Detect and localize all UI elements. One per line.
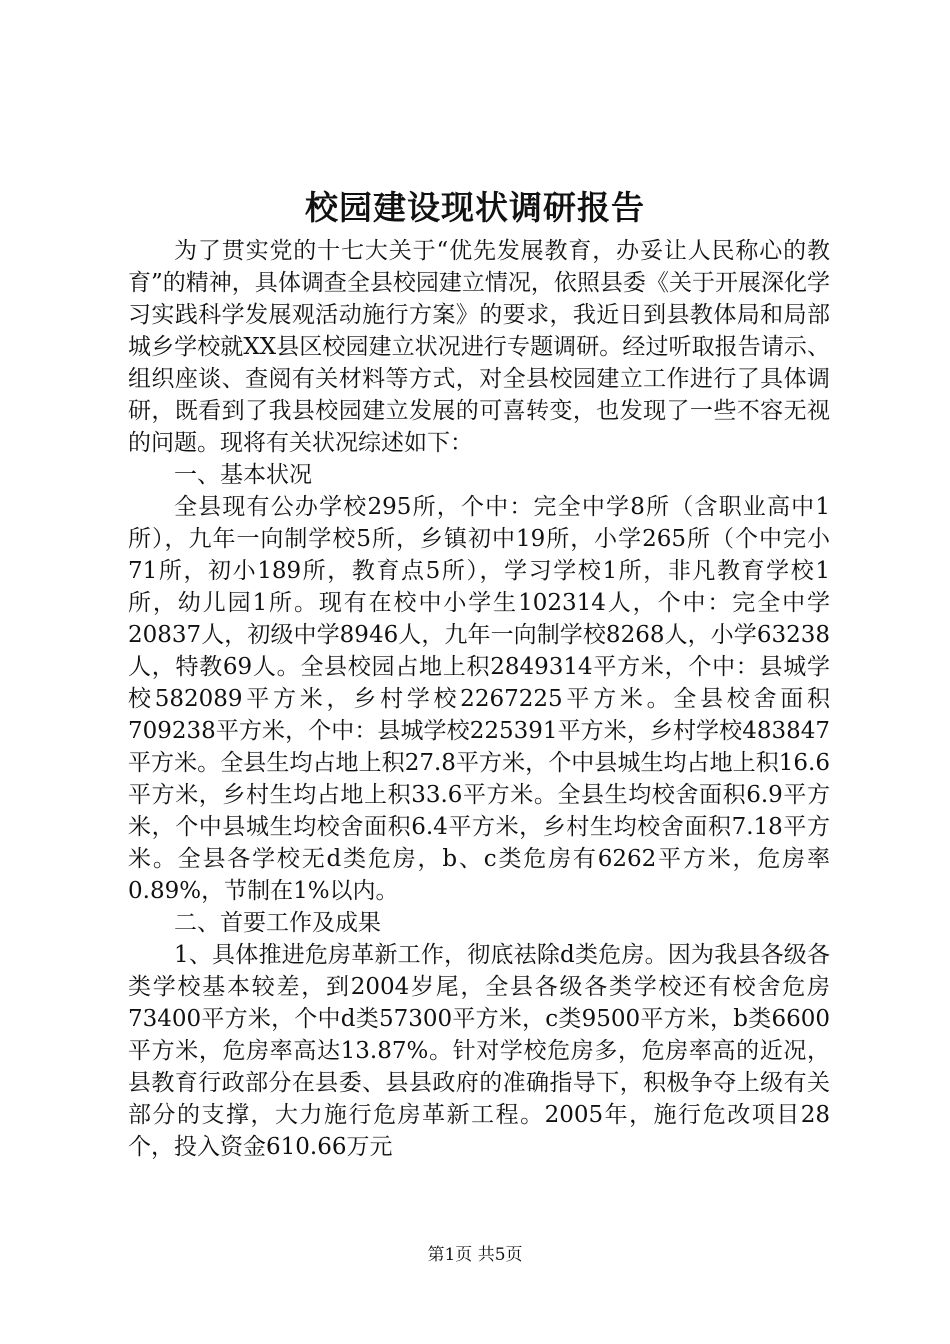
section-heading-work: 二、首要工作及成果	[174, 910, 381, 936]
document-body	[128, 235, 830, 1163]
section-heading-basic: 一、基本状况	[174, 462, 312, 488]
intro-paragraph: 为了贯实党的十七大关于“优先发展教育，办妥让人民称心的教育”的精神，具体调查全县校园建立情况，依照县委《关于开展深化学习实践科学发展观活动施行方案》的要求，我近日到县教体局和局部城乡学校就XX县区校园建立状况进行专题调研。经过听取报告请示、组织座谈、查阅有关材料等方式，对全县校园建立工作进行了具体调研，既看到了我县校园建立发展的可喜转变，也发现了一些不容无视的问题。现将有关状况综述如下：	[128, 238, 830, 456]
work-paragraph: 1、具体推进危房革新工作，彻底祛除d类危房。因为我县各级各类学校基本较差，到2004岁尾，全县各级各类学校还有校舍危房73400平方米，个中d类57300平方米，c类9500平方米，b类6600平方米，危房率高达13.87%。针对学校危房多，危房率高的近况，县教育行政部分在县委、县县政府的准确指导下，积极争夺上级有关部分的支撑，大力施行危房革新工程。2005年，施行危改项目28个，投入资金610.66万元	[128, 942, 830, 1160]
document-title: 校园建设现状调研报告	[305, 188, 645, 227]
page-footer: 第1页 共5页	[427, 1245, 523, 1265]
basic-situation-paragraph: 全县现有公办学校295所，个中：完全中学8所（含职业高中1所），九年一向制学校5所，乡镇初中19所，小学265所（个中完小71所，初小189所，教育点5所），学习学校1所，非凡教育学校1所，幼儿园1所。现有在校中小学生102314人，个中：完全中学20837人，初级中学8946人，九年一向制学校8268人，小学63238人，特教69人。全县校园占地上积2849314平方米，个中：县城学校582089平方米，乡村学校2267225平方米。全县校舍面积709238平方米，个中：县城学校225391平方米，乡村学校483847平方米。全县生均占地上积27.8平方米，个中县城生均占地上积16.6平方米，乡村生均占地上积33.6平方米。全县生均校舍面积6.9平方米，个中县城生均校舍面积6.4平方米，乡村生均校舍面积7.18平方米。全县各学校无d类危房，b、c类危房有6262平方米，危房率0.89%，节制在1%以内。	[128, 494, 830, 904]
